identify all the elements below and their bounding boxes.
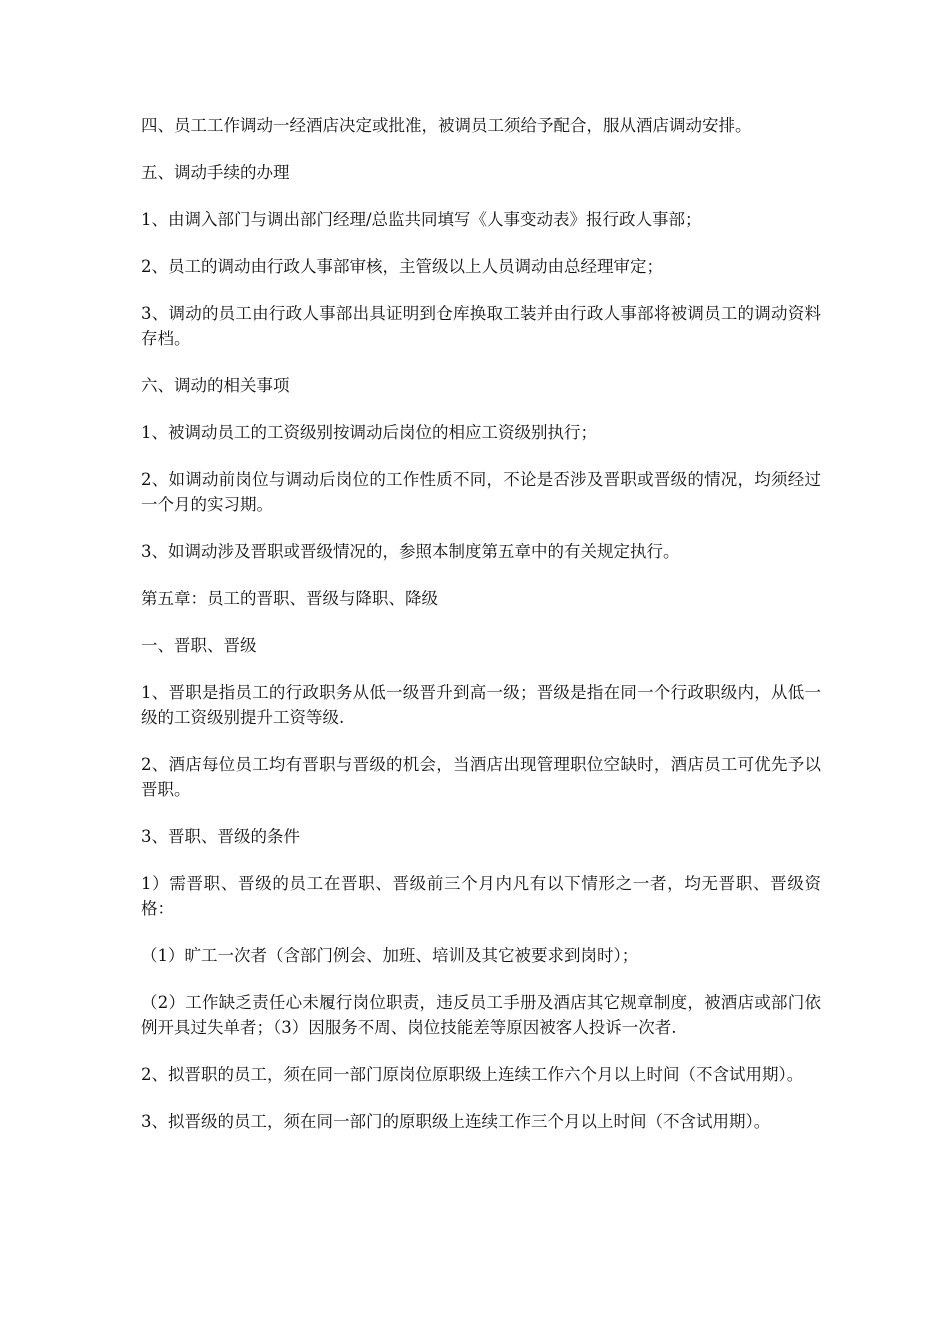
section-heading: 五、调动手续的办理 — [141, 163, 290, 182]
chapter-heading: 第五章：员工的晋职、晋级与降职、降级 — [141, 589, 438, 608]
list-item: （2）工作缺乏责任心未履行岗位职责，违反员工手册及酒店其它规章制度，被酒店或部门依例开具过失单者；（3）因服务不周、岗位技能差等原因被客人投诉一次者. — [141, 993, 821, 1037]
list-item: 3、调动的员工由行政人事部出具证明到仓库换取工装并由行政人事部将被调员工的调动资料存档。 — [141, 304, 821, 348]
list-item: 3、如调动涉及晋职或晋级情况的，参照本制度第五章中的有关规定执行。 — [141, 542, 680, 561]
section-heading: 一、晋职、晋级 — [141, 636, 257, 655]
list-item: 1、晋职是指员工的行政职务从低一级晋升到高一级；晋级是指在同一个行政职级内，从低一级的工资级别提升工资等级. — [141, 683, 821, 727]
list-item: 2、拟晋职的员工，须在同一部门原岗位原职级上连续工作六个月以上时间（不含试用期）。 — [141, 1065, 804, 1084]
document-body — [141, 113, 821, 1156]
list-item: 2、酒店每位员工均有晋职与晋级的机会，当酒店出现管理职位空缺时，酒店员工可优先予以晋职。 — [141, 755, 821, 799]
list-item: 2、员工的调动由行政人事部审核，主管级以上人员调动由总经理审定； — [141, 257, 663, 276]
list-item: 3、拟晋级的员工，须在同一部门的原职级上连续工作三个月以上时间（不含试用期）。 — [141, 1112, 771, 1131]
list-item: 2、如调动前岗位与调动后岗位的工作性质不同，不论是否涉及晋职或晋级的情况，均须经过一个月的实习期。 — [141, 470, 821, 514]
section-paragraph: 四、员工工作调动一经酒店决定或批准，被调员工须给予配合，服从酒店调动安排。 — [141, 116, 752, 135]
section-heading: 六、调动的相关事项 — [141, 376, 290, 395]
list-item: （1）旷工一次者（含部门例会、加班、培训及其它被要求到岗时）； — [141, 946, 639, 965]
list-item: 1）需晋职、晋级的员工在晋职、晋级前三个月内凡有以下情形之一者，均无晋职、晋级资格： — [141, 874, 821, 918]
list-item: 1、被调动员工的工资级别按调动后岗位的相应工资级别执行； — [141, 423, 597, 442]
list-item: 3、晋职、晋级的条件 — [141, 827, 300, 846]
list-item: 1、由调入部门与调出部门经理/总监共同填写《人事变动表》报行政人事部； — [141, 210, 702, 229]
